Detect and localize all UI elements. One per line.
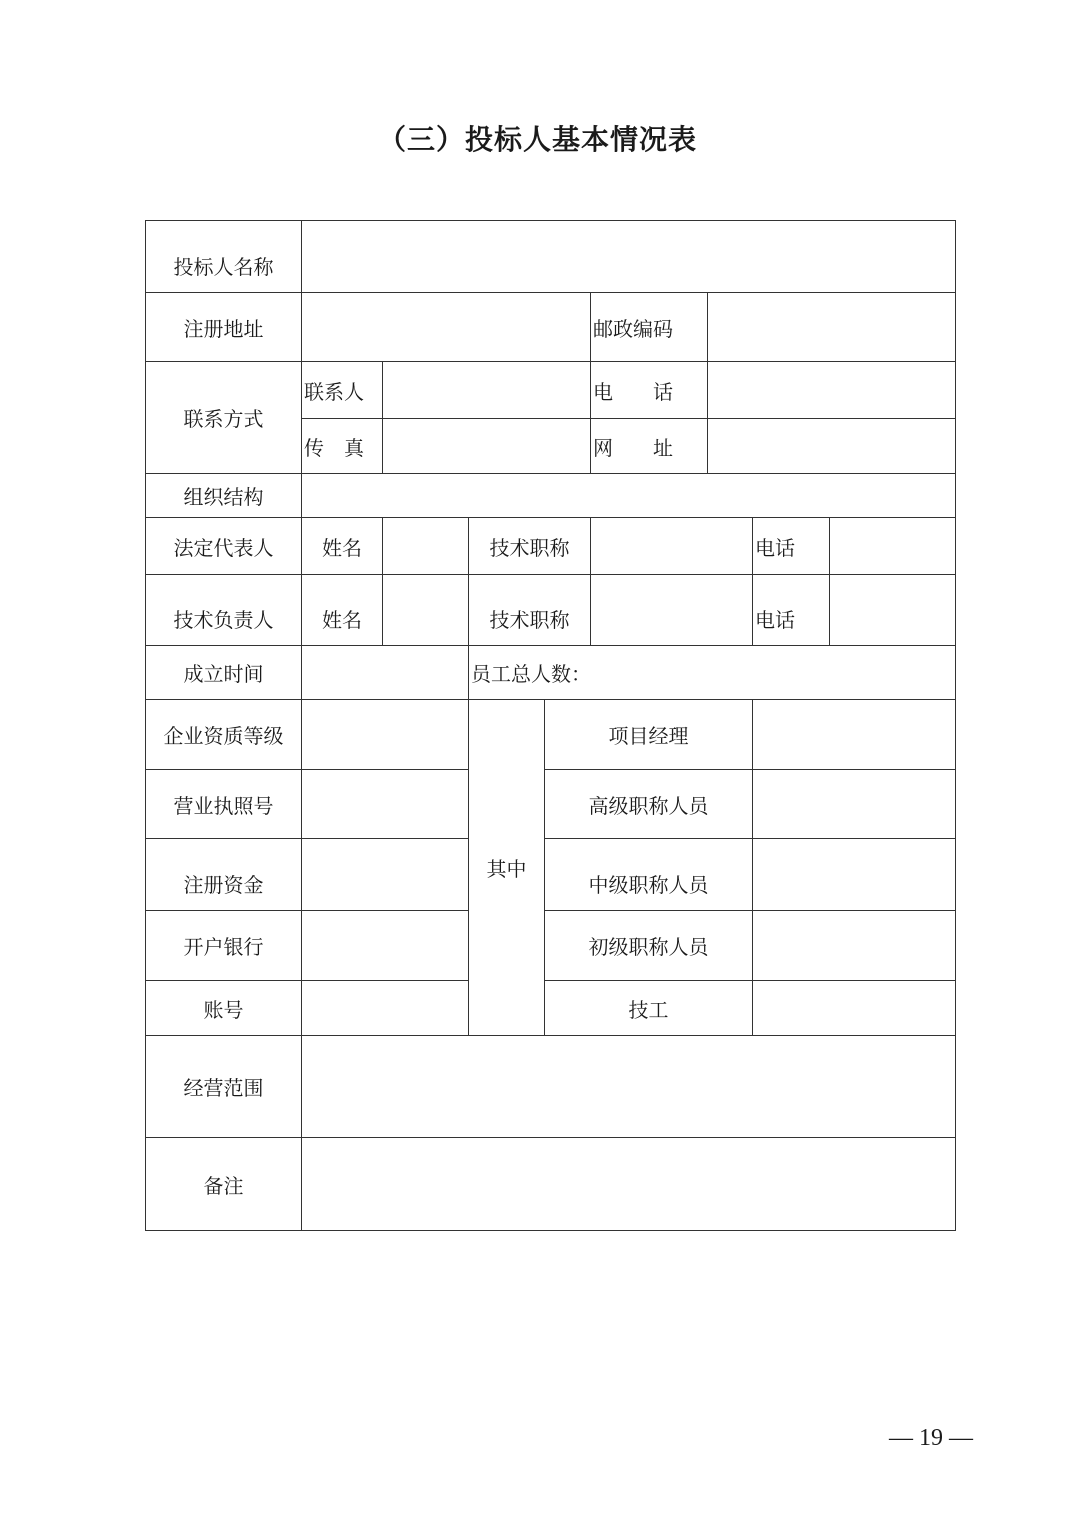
- contact-person-label: 联系人: [302, 362, 383, 419]
- bidder-name-label: 投标人名称: [146, 221, 302, 293]
- page-title: （三）投标人基本情况表: [377, 123, 697, 156]
- technician-label: 技工: [545, 981, 753, 1036]
- postcode-label: 邮政编码: [591, 293, 708, 362]
- table-row: [146, 1036, 956, 1138]
- reg-capital-field[interactable]: [302, 839, 469, 911]
- table-row: [146, 981, 956, 1036]
- account-label: 账号: [146, 981, 302, 1036]
- table-row: [146, 474, 956, 518]
- tech-lead-title-label: 技术职称: [469, 575, 591, 646]
- table-row: [146, 911, 956, 981]
- reg-address-label: 注册地址: [146, 293, 302, 362]
- legal-rep-label: 法定代表人: [146, 518, 302, 575]
- legal-rep-tel-label: 电话: [753, 518, 830, 575]
- project-manager-field[interactable]: [753, 700, 956, 770]
- remarks-label: 备注: [146, 1138, 302, 1231]
- tech-lead-title-field[interactable]: [591, 575, 753, 646]
- tech-lead-label: 技术负责人: [146, 575, 302, 646]
- legal-rep-tel-field[interactable]: [830, 518, 956, 575]
- remarks-field[interactable]: [302, 1138, 956, 1231]
- tech-lead-tel-label: 电话: [753, 575, 830, 646]
- bidder-info-table: [145, 220, 956, 1231]
- table-row: [146, 575, 956, 646]
- table-row: [146, 362, 956, 419]
- table-row: [146, 293, 956, 362]
- account-field[interactable]: [302, 981, 469, 1036]
- among-label: 其中: [469, 700, 545, 1036]
- reg-address-field[interactable]: [302, 293, 591, 362]
- total-staff-label: 员工总人数：: [469, 646, 956, 700]
- license-field[interactable]: [302, 770, 469, 839]
- legal-rep-title-label: 技术职称: [469, 518, 591, 575]
- tech-lead-tel-field[interactable]: [830, 575, 956, 646]
- phone-field[interactable]: [708, 362, 956, 419]
- legal-rep-title-field[interactable]: [591, 518, 753, 575]
- senior-title-label: 高级职称人员: [545, 770, 753, 839]
- junior-title-label: 初级职称人员: [545, 911, 753, 981]
- org-structure-field[interactable]: [302, 474, 956, 518]
- qualification-field[interactable]: [302, 700, 469, 770]
- junior-title-field[interactable]: [753, 911, 956, 981]
- fax-label: 传 真: [302, 419, 383, 474]
- senior-title-field[interactable]: [753, 770, 956, 839]
- table-row: [146, 839, 956, 911]
- website-label: 网 址: [591, 419, 708, 474]
- postcode-field[interactable]: [708, 293, 956, 362]
- table-row: [146, 518, 956, 575]
- founded-field[interactable]: [302, 646, 469, 700]
- business-scope-field[interactable]: [302, 1036, 956, 1138]
- table-row: [146, 221, 956, 293]
- table-row: [146, 1138, 956, 1231]
- legal-rep-name-label: 姓名: [302, 518, 383, 575]
- page-number: — 19 —: [889, 1425, 973, 1451]
- reg-capital-label: 注册资金: [146, 839, 302, 911]
- bidder-name-field[interactable]: [302, 221, 956, 293]
- contact-label: 联系方式: [146, 362, 302, 474]
- contact-person-field[interactable]: [383, 362, 591, 419]
- project-manager-label: 项目经理: [545, 700, 753, 770]
- technician-field[interactable]: [753, 981, 956, 1036]
- phone-label: 电 话: [591, 362, 708, 419]
- qualification-label: 企业资质等级: [146, 700, 302, 770]
- tech-lead-name-field[interactable]: [383, 575, 469, 646]
- mid-title-field[interactable]: [753, 839, 956, 911]
- business-scope-label: 经营范围: [146, 1036, 302, 1138]
- license-label: 营业执照号: [146, 770, 302, 839]
- fax-field[interactable]: [383, 419, 591, 474]
- bank-field[interactable]: [302, 911, 469, 981]
- legal-rep-name-field[interactable]: [383, 518, 469, 575]
- table-row: [146, 646, 956, 700]
- mid-title-label: 中级职称人员: [545, 839, 753, 911]
- website-field[interactable]: [708, 419, 956, 474]
- bank-label: 开户银行: [146, 911, 302, 981]
- founded-label: 成立时间: [146, 646, 302, 700]
- org-structure-label: 组织结构: [146, 474, 302, 518]
- table-row: [146, 700, 956, 770]
- table-row: [146, 770, 956, 839]
- tech-lead-name-label: 姓名: [302, 575, 383, 646]
